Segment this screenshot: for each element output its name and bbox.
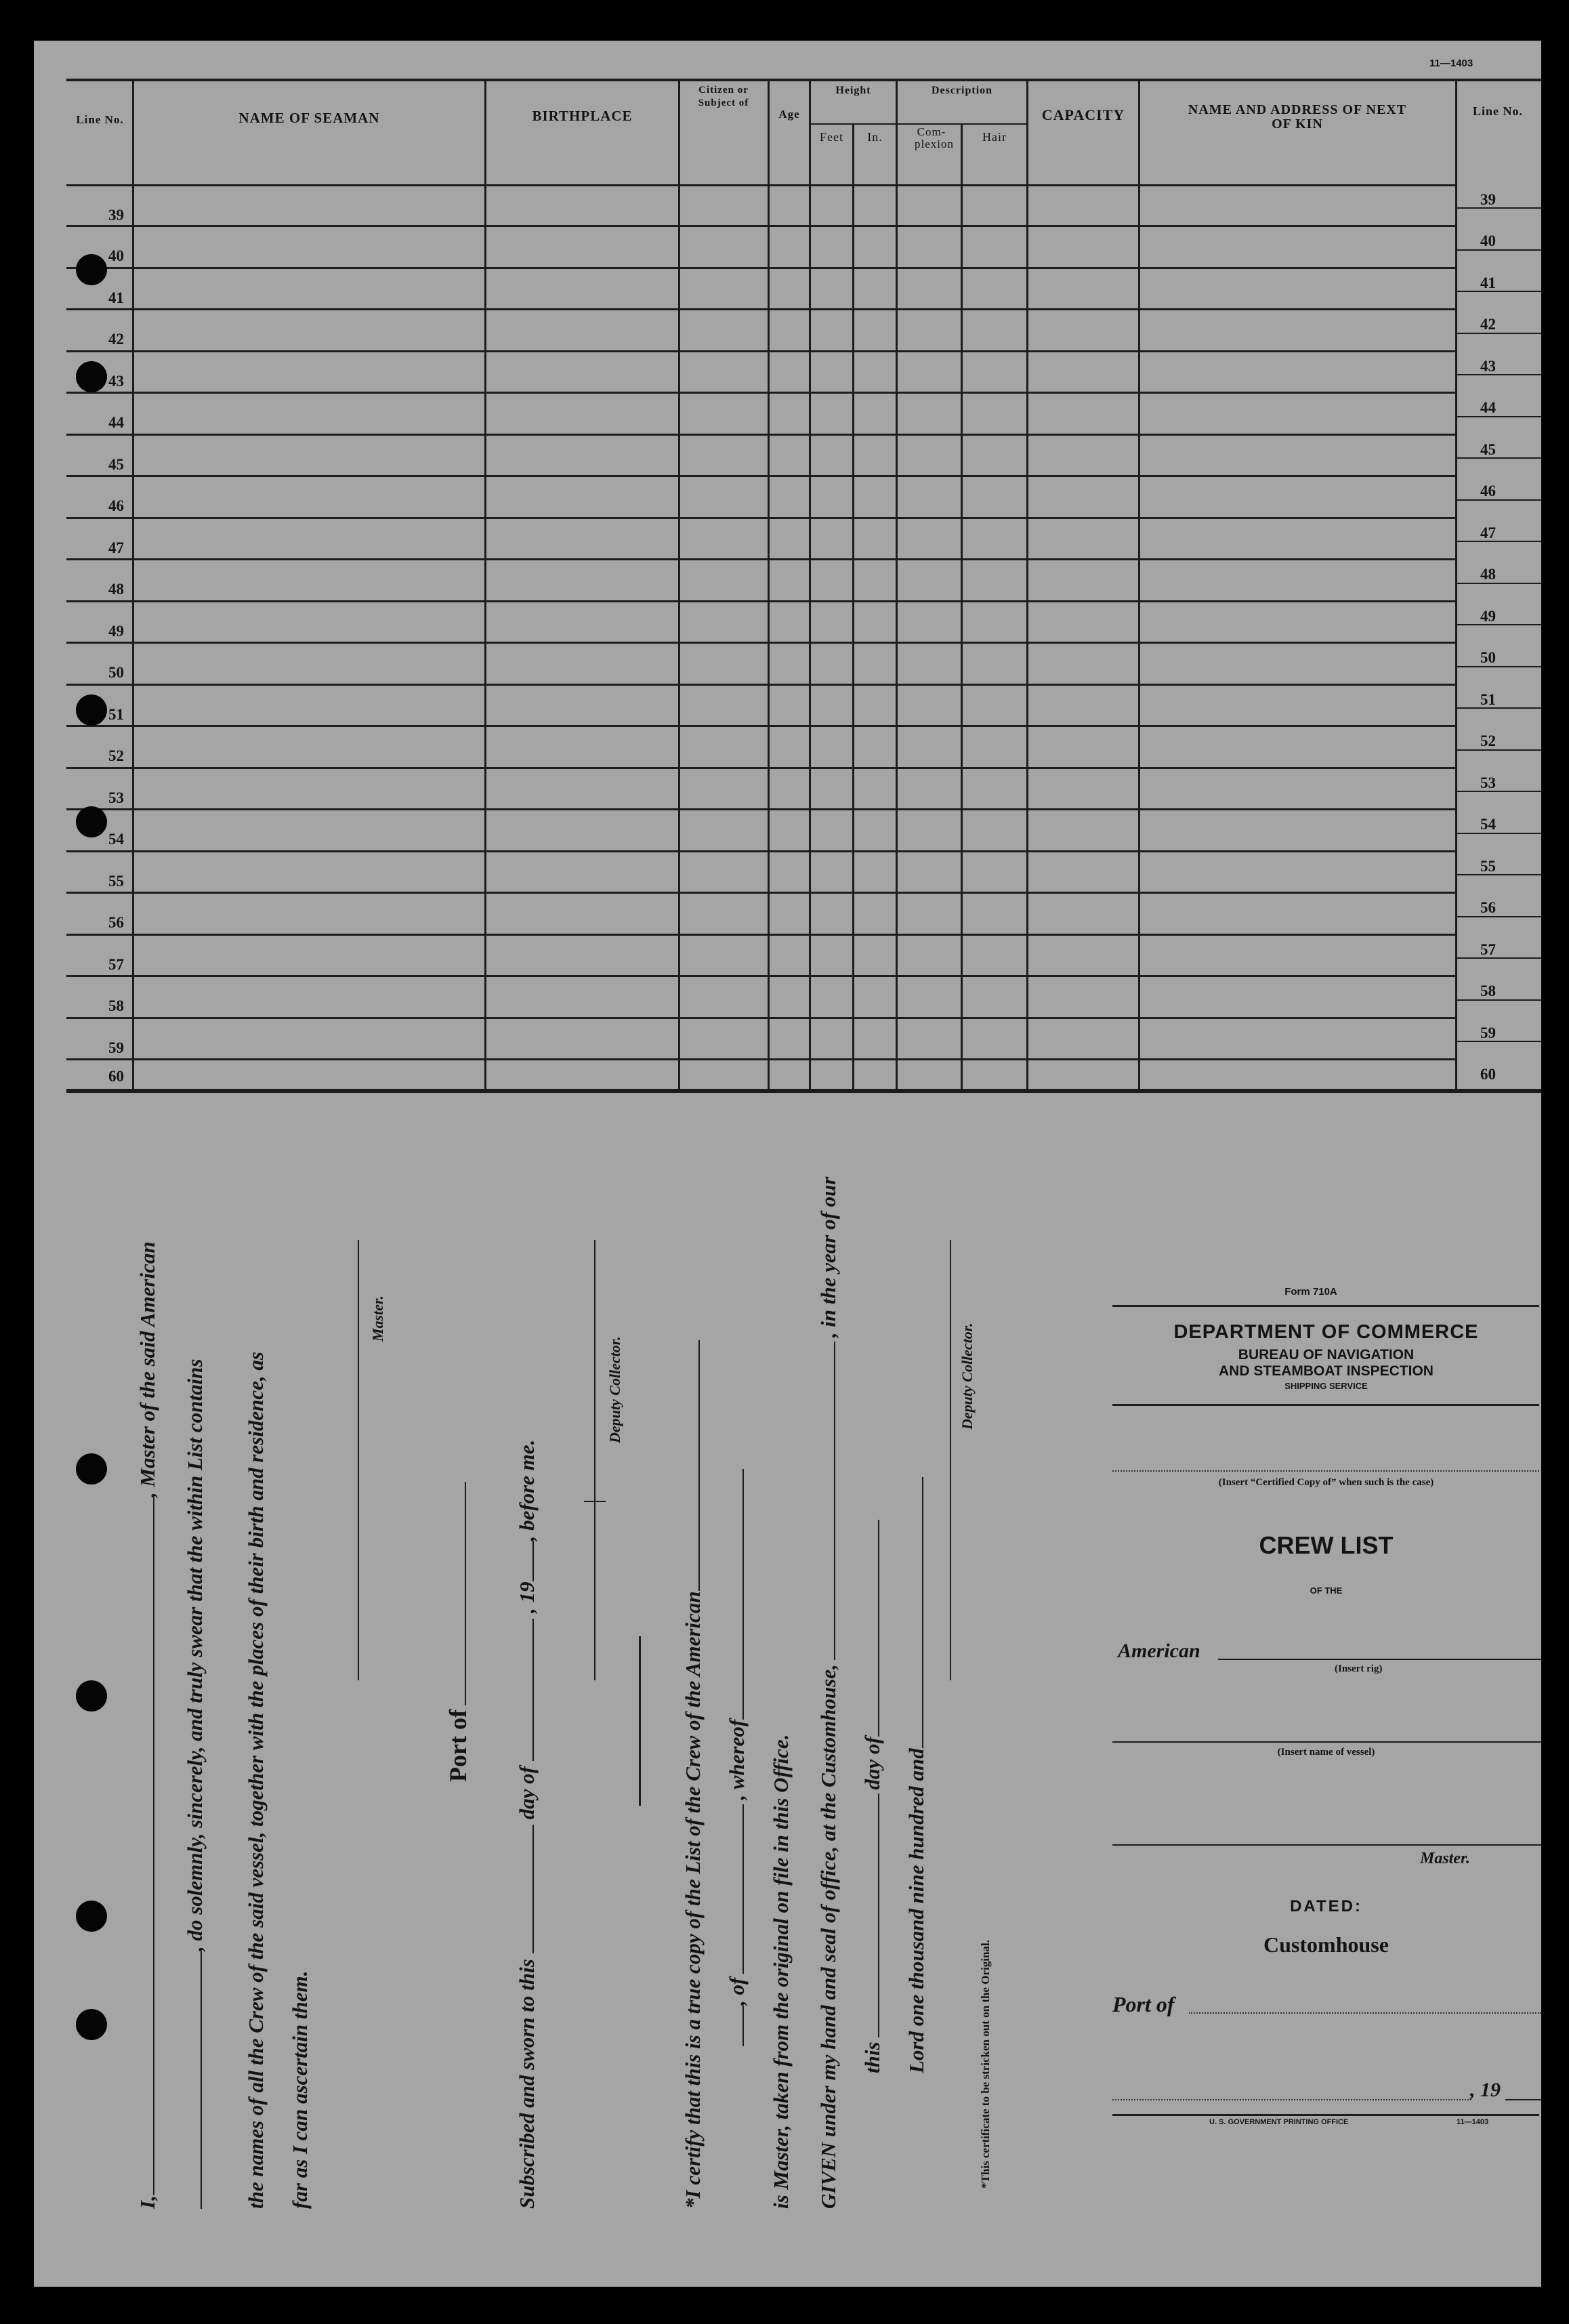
row-number-right: 47 (1480, 524, 1496, 541)
of-the-label: OF THE (1310, 1585, 1343, 1596)
certify-line-1: *I certify that this is a true copy of the List of the Crew of the American (681, 1340, 705, 2209)
row-line (66, 725, 1455, 727)
row-number: 47 (108, 539, 124, 556)
row-line (66, 475, 1455, 477)
col-line-6 (852, 124, 854, 1091)
col-line-9 (1026, 80, 1028, 1091)
row-number-right: 48 (1480, 566, 1496, 583)
header-name-of-seaman: NAME OF SEAMAN (238, 110, 380, 126)
this-month-blank[interactable] (878, 1520, 879, 1737)
row-line (66, 1058, 1455, 1060)
crew-list-title: CREW LIST (1259, 1531, 1394, 1559)
header-age: Age (778, 108, 800, 121)
col-line-11 (1455, 80, 1457, 1091)
subscribed-year-blank[interactable] (532, 1541, 534, 1581)
this-day-blank[interactable] (878, 1793, 879, 2037)
bureau-line-1: BUREAU OF NAVIGATION (1238, 1347, 1415, 1363)
table-top-border (66, 79, 1541, 81)
form-code-top: 11—1403 (1429, 58, 1473, 69)
binder-hole (76, 2009, 107, 2040)
col-line-1 (132, 80, 134, 1091)
certified-copy-note: (Insert “Certified Copy of” when such is the case) (1218, 1477, 1434, 1488)
oath-line-3: the names of all the Crew of the said vessel, together with the places of their birth and residence, as (244, 1352, 268, 2209)
customhouse-label: Customhouse (1263, 1932, 1389, 1957)
row-number: 57 (108, 956, 124, 973)
row-number: 43 (108, 373, 124, 390)
oath-line-1: I,, Master of the said American (135, 1241, 159, 2209)
year-19-label: , 19 (1470, 2079, 1501, 2101)
master-signature-line[interactable] (358, 1240, 359, 1680)
binder-hole (76, 1453, 107, 1485)
port-of-cover-blank[interactable] (1189, 2012, 1541, 2014)
row-number: 54 (108, 831, 124, 848)
right-row-line (1455, 1041, 1541, 1042)
header-height: Height (835, 85, 871, 96)
row-number: 52 (108, 747, 124, 764)
header-capacity: CAPACITY (1041, 106, 1125, 123)
dated-label: DATED: (1290, 1897, 1362, 1915)
vessel-name-blank[interactable] (1112, 1741, 1541, 1743)
customhouse-blank[interactable] (834, 1342, 835, 1660)
row-number-right: 42 (1480, 316, 1496, 333)
row-number-right: 56 (1480, 899, 1496, 916)
certify-line-2: , of, whereof (725, 1469, 749, 2046)
oath-vessel-blank[interactable] (201, 1951, 202, 2209)
right-row-line (1455, 583, 1541, 584)
row-line (66, 184, 1455, 186)
printing-office: U. S. GOVERNMENT PRINTING OFFICE (1209, 2118, 1349, 2126)
row-line (66, 434, 1455, 436)
row-number: 49 (108, 623, 124, 640)
crew-list-form-page (34, 41, 1541, 2287)
row-number-right: 57 (1480, 941, 1496, 958)
row-number: 55 (108, 873, 124, 890)
american-label: American (1118, 1640, 1200, 1662)
date-cover-blank[interactable] (1112, 2099, 1471, 2100)
row-line (66, 517, 1455, 519)
right-row-line (1455, 666, 1541, 667)
port-of-blank[interactable] (465, 1482, 466, 1705)
certify-of-blank[interactable] (742, 1804, 744, 1974)
certified-copy-line[interactable] (1112, 1470, 1539, 1472)
certify-whereof-blank[interactable] (742, 1469, 744, 1720)
port-of-label-rotated: Port of (444, 1482, 472, 1782)
right-row-line (1455, 416, 1541, 417)
right-row-line (1455, 749, 1541, 751)
tick-mark (584, 1501, 606, 1502)
subheader-line (809, 123, 1027, 125)
row-number-right: 59 (1480, 1024, 1496, 1041)
col-line-4 (768, 80, 770, 1091)
subscribed-line: Subscribed and sworn to thisday of, 19, before me. (515, 1439, 539, 2209)
binder-hole (76, 694, 107, 726)
row-number: 48 (108, 581, 124, 598)
header-birthplace: BIRTHPLACE (532, 108, 633, 124)
this-day-line: thisday of (860, 1520, 885, 2073)
row-line (66, 350, 1455, 352)
row-number: 44 (108, 414, 124, 431)
row-number-right: 54 (1480, 816, 1496, 833)
form-number: Form 710A (1284, 1286, 1337, 1298)
row-number: 50 (108, 664, 124, 681)
row-number-right: 52 (1480, 732, 1496, 749)
right-row-line (1455, 249, 1541, 251)
row-number: 40 (108, 247, 124, 264)
table-bottom-border (66, 1089, 1541, 1093)
deputy-collector-label-2: Deputy Collector. (959, 1323, 976, 1430)
right-row-line (1455, 999, 1541, 1001)
header-line-no: Line No. (76, 113, 124, 126)
row-line (66, 558, 1455, 560)
row-number-right: 41 (1480, 274, 1496, 291)
right-row-line (1455, 874, 1541, 875)
col-line-5 (809, 80, 811, 1091)
row-number-right: 50 (1480, 649, 1496, 666)
header-line-no-right: Line No. (1472, 104, 1523, 118)
header-complexion: Com- plexion (915, 125, 954, 150)
subscribed-month-blank[interactable] (532, 1619, 534, 1761)
row-number-right: 44 (1480, 399, 1496, 416)
col-line-8 (961, 124, 963, 1091)
right-row-line (1455, 916, 1541, 917)
right-row-line (1455, 624, 1541, 625)
row-number-right: 60 (1480, 1066, 1496, 1083)
row-line (66, 392, 1455, 394)
row-line (66, 975, 1455, 977)
row-number-right: 53 (1480, 774, 1496, 791)
header-next-of-kin: NAME AND ADDRESS OF NEXT OF KIN (1188, 102, 1407, 131)
subscribed-day-blank[interactable] (532, 1825, 534, 1953)
right-row-line (1455, 707, 1541, 709)
cover-form-code: 11—1403 (1457, 2118, 1489, 2126)
oath-line-2: , do solemnly, sincerely, and truly swear that the within List contains (183, 1359, 207, 2209)
port-of-label: Port of (1112, 1992, 1175, 2016)
deputy-collector-signature-line-2[interactable] (950, 1240, 951, 1680)
row-number-right: 51 (1480, 691, 1496, 708)
right-row-line (1455, 957, 1541, 959)
row-number: 59 (108, 1039, 124, 1056)
right-row-line (1455, 541, 1541, 542)
row-number: 39 (108, 207, 124, 224)
row-number: 42 (108, 331, 124, 348)
row-line (66, 225, 1455, 227)
row-number: 45 (108, 456, 124, 473)
right-row-line (1455, 833, 1541, 834)
rig-blank[interactable] (1218, 1659, 1541, 1660)
row-line (66, 1017, 1455, 1019)
oath-line-4: far as I can ascertain them. (288, 1970, 312, 2209)
right-row-line (1455, 207, 1541, 209)
binder-hole (76, 1680, 107, 1711)
header-citizen: Citizen or Subject of (698, 85, 749, 108)
header-feet: Feet (820, 130, 843, 144)
row-number-right: 49 (1480, 608, 1496, 625)
binder-hole (76, 254, 107, 285)
row-number-right: 43 (1480, 358, 1496, 375)
insert-name-note: (Insert name of vessel) (1277, 1747, 1375, 1758)
cover-footer-rule (1112, 2114, 1539, 2116)
row-line (66, 892, 1455, 894)
row-number: 51 (108, 706, 124, 723)
right-row-line (1455, 457, 1541, 459)
insert-rig-note: (Insert rig) (1335, 1663, 1383, 1674)
binder-hole (76, 1901, 107, 1932)
right-row-line (1455, 499, 1541, 501)
row-line (66, 684, 1455, 686)
row-number: 53 (108, 789, 124, 806)
row-number-right: 39 (1480, 191, 1496, 208)
row-line (66, 600, 1455, 602)
row-line (66, 642, 1455, 644)
deputy-collector-signature-line-1[interactable] (594, 1240, 595, 1680)
oath-name-blank[interactable] (153, 1497, 154, 2195)
right-row-line (1455, 291, 1541, 292)
binder-hole (76, 361, 107, 392)
year-blank[interactable] (922, 1477, 923, 1748)
year-cover-blank[interactable] (1505, 2099, 1541, 2100)
row-number: 46 (108, 497, 124, 514)
cover-top-rule (1112, 1305, 1539, 1307)
row-line (66, 934, 1455, 936)
deputy-collector-label-1: Deputy Collector. (606, 1336, 623, 1443)
department-title: DEPARTMENT OF COMMERCE (1173, 1321, 1479, 1343)
given-line: GIVEN under my hand and seal of office, at the Customhouse,, in the year of our (816, 1176, 840, 2209)
cover-bottom-rule (1112, 1404, 1539, 1406)
master-label: Master. (369, 1295, 386, 1342)
certify-line-3: is Master, taken from the original on file in this Office. (769, 1734, 793, 2209)
right-row-line (1455, 333, 1541, 334)
shipping-service: SHIPPING SERVICE (1284, 1381, 1368, 1391)
certify-vessel-blank[interactable] (698, 1340, 700, 1591)
binder-hole (76, 806, 107, 837)
row-number-right: 46 (1480, 482, 1496, 499)
row-line (66, 808, 1455, 810)
bureau-line-2: AND STEAMBOAT INSPECTION (1219, 1363, 1434, 1379)
row-number-right: 55 (1480, 858, 1496, 875)
divider-line (639, 1636, 641, 1806)
row-line (66, 267, 1455, 269)
lord-line: Lord one thousand nine hundred and (904, 1477, 929, 2073)
row-number-right: 58 (1480, 982, 1496, 999)
header-description: Description (931, 85, 993, 96)
header-inches: In. (867, 130, 883, 144)
row-number: 41 (108, 289, 124, 306)
col-line-7 (896, 80, 898, 1091)
row-number-right: 40 (1480, 232, 1496, 249)
col-line-3 (678, 80, 680, 1091)
right-row-line (1455, 791, 1541, 792)
row-number-right: 45 (1480, 441, 1496, 458)
col-line-10 (1138, 80, 1140, 1091)
master-name-blank[interactable] (1112, 1844, 1541, 1846)
footnote: *This certificate to be stricken out on the Original. (979, 1940, 992, 2188)
col-line-2 (484, 80, 486, 1091)
row-line (66, 767, 1455, 769)
master-cover-label: Master. (1420, 1850, 1471, 1867)
row-line (66, 308, 1455, 310)
row-number: 58 (108, 997, 124, 1014)
header-hair: Hair (982, 130, 1007, 144)
row-number: 56 (108, 914, 124, 931)
row-line (66, 850, 1455, 852)
right-row-line (1455, 374, 1541, 375)
row-number: 60 (108, 1068, 124, 1085)
